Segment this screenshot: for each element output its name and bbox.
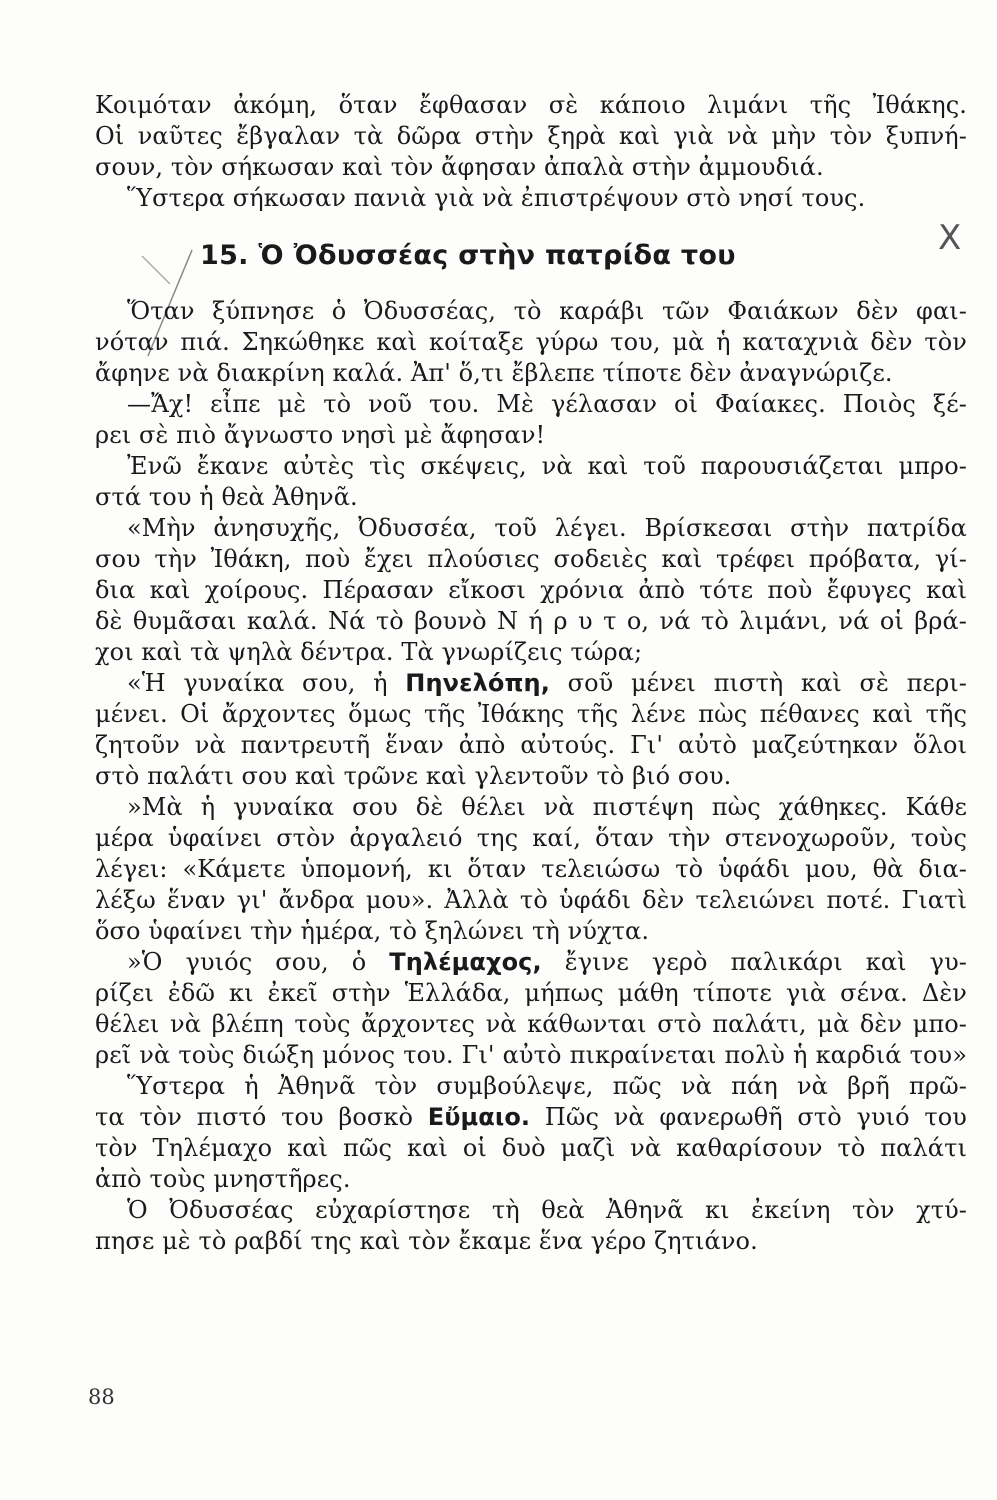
text-line	[95, 1102, 967, 1133]
text-line: ρεῖ νὰ τοὺς διώξη μόνος του. Γι' αὐτὸ πικραίνεται πολὺ ἡ καρδιά του»	[95, 1041, 967, 1069]
text-line: λέξω ἕναν γι' ἄνδρα μου». Ἀλλὰ τὸ ὑφάδι δὲν τελειώνει ποτέ. Γιατὶ	[95, 886, 967, 914]
text-line: Οἱ ναῦτες ἔβγαλαν τὰ δῶρα στὴν ξηρὰ καὶ γιὰ νὰ μὴν τὸν ξυπνή-	[95, 122, 967, 150]
text-line: ὅσο ὑφαίνει τὴν ἡμέρα, τὸ ξηλώνει τὴ νύχτα.	[95, 917, 650, 945]
text-line: θέλει νὰ βλέπη τοὺς ἄρχοντες νὰ κάθωνται στὸ παλάτι, μὰ δὲν μπο-	[95, 1010, 967, 1038]
text-line: λέγει: «Κάμετε ὑπομονή, κι ὅταν τελειώσω τὸ ὑφάδι μου, θὰ δια-	[95, 855, 967, 883]
text-line: ἄφηνε νὰ διακρίνη καλά. Ἀπ' ὅ,τι ἔβλεπε τίποτε δὲν ἀναγνώριζε.	[95, 359, 893, 387]
text-line: μέρα ὑφαίνει στὸν ἀργαλειό της καί, ὅταν τὴν στενοχωροῦν, τοὺς	[95, 824, 967, 852]
text-line: τὸν Τηλέμαχο καὶ πῶς καὶ οἱ δυὸ μαζὶ νὰ καθαρίσουν τὸ παλάτι	[95, 1134, 967, 1162]
margin-mark: X	[938, 218, 962, 258]
text-line: ρίζει ἐδῶ κι ἐκεῖ στὴν Ἑλλάδα, μήπως μάθη τίποτε γιὰ σένα. Δὲν	[95, 979, 967, 1007]
text-line: Ὕστερα ἡ Ἀθηνᾶ τὸν συμβούλεψε, πῶς νὰ πάη νὰ βρῆ πρῶ-	[127, 1072, 967, 1100]
text-line: »Μὰ ἡ γυναίκα σου δὲ θέλει νὰ πιστέψη πὼς χάθηκες. Κάθε	[127, 793, 967, 821]
text-line: δὲ θυμᾶσαι καλά. Νά τὸ βουνὸ Ν ή ρ υ τ ο, νά τὸ λιμάνι, νά οἱ βρά-	[95, 607, 967, 635]
text-line: στὸ παλάτι σου καὶ τρῶνε καὶ γλεντοῦν τὸ βιό σου.	[95, 762, 732, 790]
text-line: νόταν πιά. Σηκώθηκε καὶ κοίταξε γύρω του, μὰ ἡ καταχνιὰ δὲν τὸν	[95, 328, 967, 356]
text-line	[95, 947, 967, 978]
text-line: Ἐνῶ ἔκανε αὐτὲς τὶς σκέψεις, νὰ καὶ τοῦ παρουσιάζεται μπρο-	[127, 452, 967, 480]
text-segment: σοῦ μένει πιστὴ καὶ σὲ περι-	[549, 669, 968, 697]
text-line: Κοιμόταν ἀκόμη, ὅταν ἔφθασαν σὲ κάποιο λιμάνι τῆς Ἰθάκης.	[95, 91, 967, 119]
text-line: χοι καὶ τὰ ψηλὰ δέντρα. Τὰ γνωρίζεις τώρα;	[95, 638, 643, 666]
text-line: ἀπὸ τοὺς μνηστῆρες.	[95, 1165, 351, 1193]
name-telemachus: Τηλέμαχος,	[389, 948, 542, 976]
text-line: «Μὴν ἀνησυχῆς, Ὀδυσσέα, τοῦ λέγει. Βρίσκεσαι στὴν πατρίδα	[127, 514, 967, 542]
text-line: πησε μὲ τὸ ραβδί της καὶ τὸν ἔκαμε ἕνα γέρο ζητιάνο.	[95, 1227, 758, 1255]
text-segment: ἔγινε γερὸ παλικάρι καὶ γυ-	[541, 948, 967, 976]
chapter-heading: 15. Ὁ Ὀδυσσέας στὴν πατρίδα του	[200, 240, 736, 271]
page-number: 88	[88, 1385, 115, 1409]
text-line: δια καὶ χοίρους. Πέρασαν εἴκοσι χρόνια ἀπὸ τότε ποὺ ἔφυγες καὶ	[95, 576, 967, 604]
text-line: σουν, τὸν σήκωσαν καὶ τὸν ἄφησαν ἀπαλὰ στὴν ἀμμουδιά.	[95, 153, 824, 181]
text-line: στά του ἡ θεὰ Ἀθηνᾶ.	[95, 483, 358, 511]
text-line: ρει σὲ πιὸ ἄγνωστο νησὶ μὲ ἄφησαν!	[95, 421, 546, 449]
text-segment: τα τὸν πιστό του βοσκὸ	[95, 1103, 428, 1131]
name-penelope: Πηνελόπη,	[405, 669, 550, 697]
text-line: σου τὴν Ἰθάκη, ποὺ ἔχει πλούσιες σοδειὲς καὶ τρέφει πρόβατα, γί-	[95, 545, 967, 573]
text-line: —Ἄχ! εἶπε μὲ τὸ νοῦ του. Μὲ γέλασαν οἱ Φαίακες. Ποιὸς ξέ-	[127, 390, 967, 418]
text-line: ζητοῦν νὰ παντρευτῆ ἕναν ἀπὸ αὐτούς. Γι' αὐτὸ μαζεύτηκαν ὅλοι	[95, 731, 967, 759]
text-line: μένει. Οἱ ἄρχοντες ὅμως τῆς Ἰθάκης τῆς λένε πὼς πέθανες καὶ τῆς	[95, 700, 967, 728]
text-line: Ὅταν ξύπνησε ὁ Ὀδυσσέας, τὸ καράβι τῶν Φαιάκων δὲν φαι-	[127, 297, 967, 325]
text-segment: »Ὁ γυιός σου, ὁ	[127, 948, 390, 976]
text-segment: Πῶς νὰ φανερωθῆ στὸ γυιό του	[530, 1103, 967, 1131]
text-line: Ὁ Ὀδυσσέας εὐχαρίστησε τὴ θεὰ Ἀθηνᾶ κι ἐκείνη τὸν χτύ-	[127, 1196, 967, 1224]
text-line	[95, 668, 967, 699]
text-line: Ὕστερα σήκωσαν πανιὰ γιὰ νὰ ἐπιστρέψουν στὸ νησί τους.	[127, 184, 866, 212]
text-segment: «Ἡ γυναίκα σου, ἡ	[127, 669, 406, 697]
page-text	[95, 90, 967, 1257]
name-eumaeus: Εὔμαιο.	[427, 1103, 531, 1131]
